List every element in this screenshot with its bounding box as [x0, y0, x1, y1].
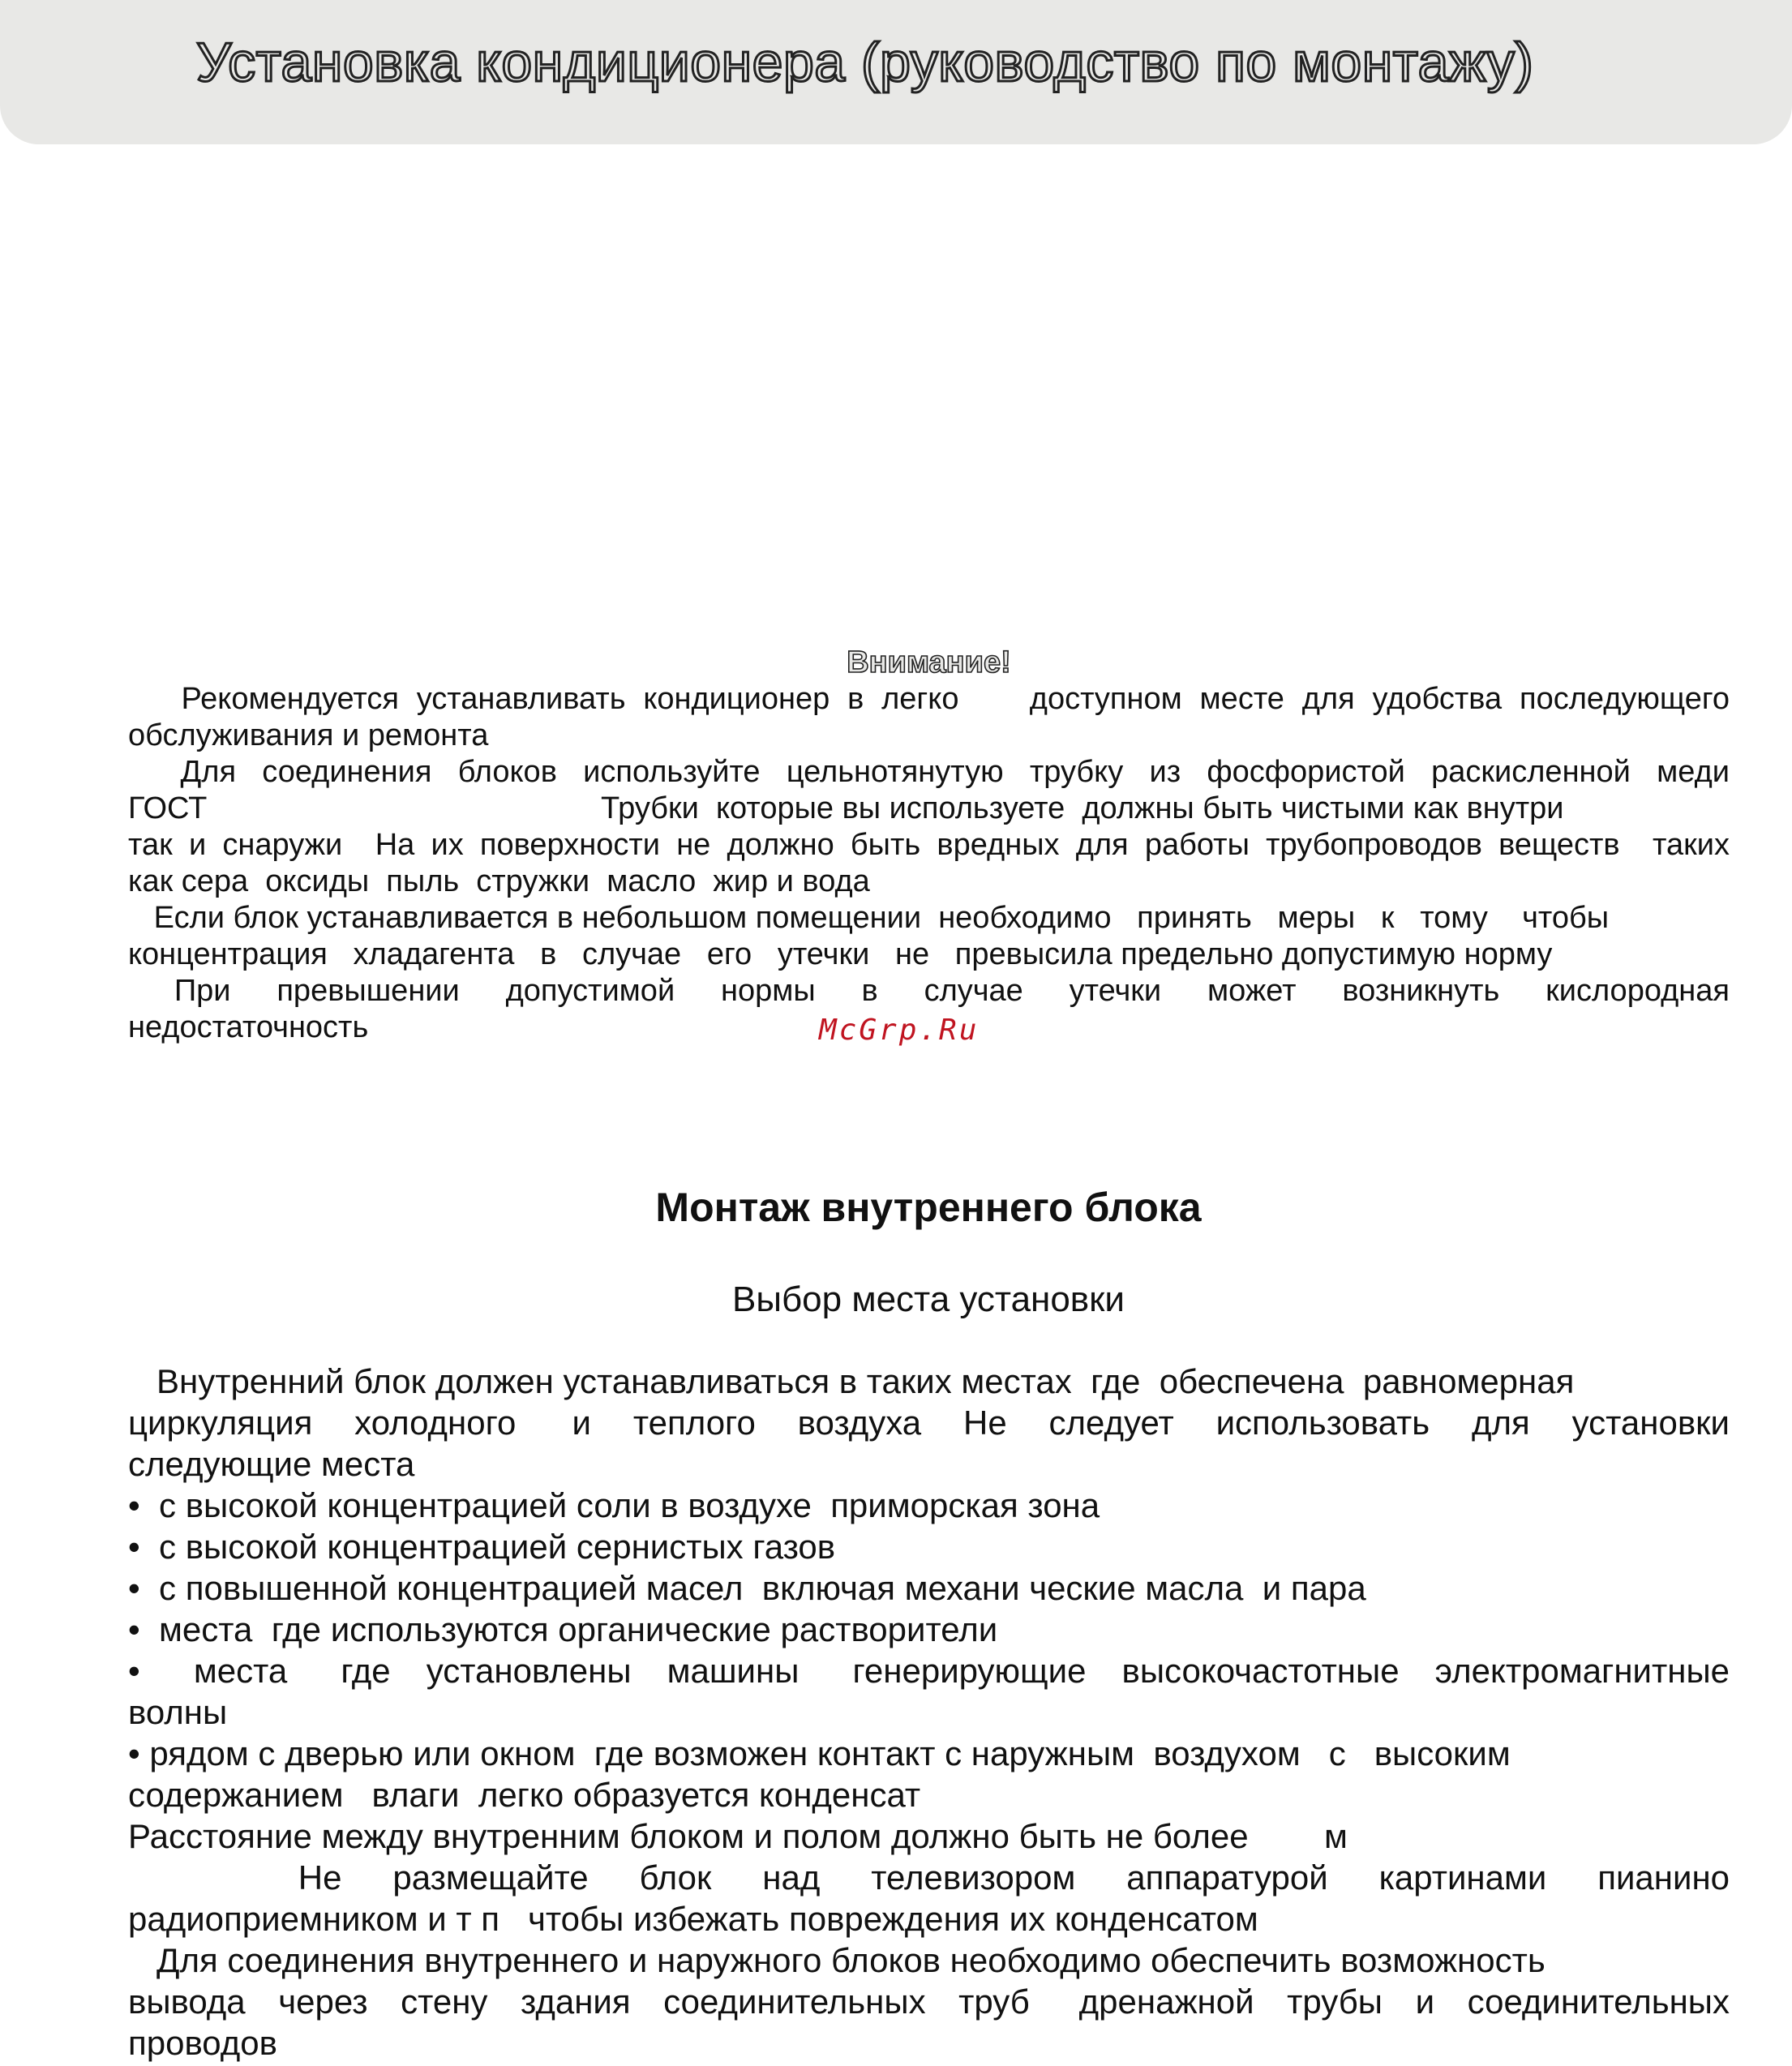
text-line: проводов	[128, 2024, 277, 2062]
caution-line: Рекомендуется устанавливать кондиционер в легко доступном месте для удобства последующего	[128, 682, 1730, 716]
header-bar	[0, 0, 1792, 144]
caution-block	[128, 645, 1730, 1046]
caution-line: концентрация хладагента в случае его утечки не превысила предельно допустимую норму	[128, 937, 1553, 971]
text-line: вывода через стену здания соединительных труб дренажной трубы и соединительных	[128, 1982, 1730, 2021]
text-line: Внутренний блок должен устанавливаться в таких местах где обеспечена равномерная	[128, 1362, 1575, 1400]
caution-line: ГОСТ Трубки которые вы используете должны быть чистыми как внутри	[128, 791, 1564, 825]
caution-line: обслуживания и ремонта	[128, 718, 489, 752]
caution-line: Для соединения блоков используйте цельнотянутую трубку из фосфористой раскисленной меди	[128, 755, 1730, 789]
list-item-continuation: содержанием влаги легко образуется конденсат	[128, 1776, 921, 1814]
text-line: циркуляция холодного и теплого воздуха Не следует использовать для установки	[128, 1404, 1730, 1442]
list-item: • места где установлены машины генерирующие высокочастотные электромагнитные	[128, 1652, 1730, 1690]
list-item: • рядом с дверью или окном где возможен контакт с наружным воздухом с высоким	[128, 1734, 1511, 1772]
list-item: • с высокой концентрацией соли в воздухе приморская зона	[128, 1486, 1100, 1524]
page-title: Установка кондиционера (руководство по монтажу)	[196, 32, 1534, 93]
subsection-title: Выбор места установки	[731, 1279, 1125, 1319]
list-item: • места где используются органические растворители	[128, 1610, 998, 1648]
text-line: следующие места	[128, 1445, 415, 1483]
main-text	[128, 1361, 1730, 2064]
text-line: Для соединения внутреннего и наружного блоков необходимо обеспечить возможность	[128, 1941, 1545, 1979]
caution-line: При превышении допустимой нормы в случае утечки может возникнуть кислородная	[128, 974, 1730, 1008]
caution-text	[128, 681, 1730, 1046]
list-item-continuation: волны	[128, 1693, 228, 1731]
list-item: • с высокой концентрацией сернистых газов	[128, 1528, 836, 1566]
text-line: Не размещайте блок над телевизором аппаратурой картинами пианино	[128, 1858, 1730, 1897]
caution-line: Если блок устанавливается в небольшом помещении необходимо принять меры к тому чтобы	[128, 901, 1610, 935]
caution-line: недостаточность	[128, 1010, 369, 1044]
watermark: McGrp.Ru	[819, 1014, 980, 1047]
section-title: Монтаж внутреннего блока	[655, 1185, 1202, 1230]
list-item: • с повышенной концентрацией масел включая механи ческие масла и пара	[128, 1569, 1366, 1607]
caution-line: так и снаружи На их поверхности не должно быть вредных для работы трубопроводов веществ таких	[128, 828, 1730, 862]
caution-line: как сера оксиды пыль стружки масло жир и вода	[128, 864, 870, 898]
caution-heading: Внимание!	[847, 645, 1011, 679]
text-line: Расстояние между внутренним блоком и полом должно быть не более м	[128, 1817, 1348, 1855]
text-line: радиоприемником и т п чтобы избежать повреждения их конденсатом	[128, 1900, 1258, 1938]
